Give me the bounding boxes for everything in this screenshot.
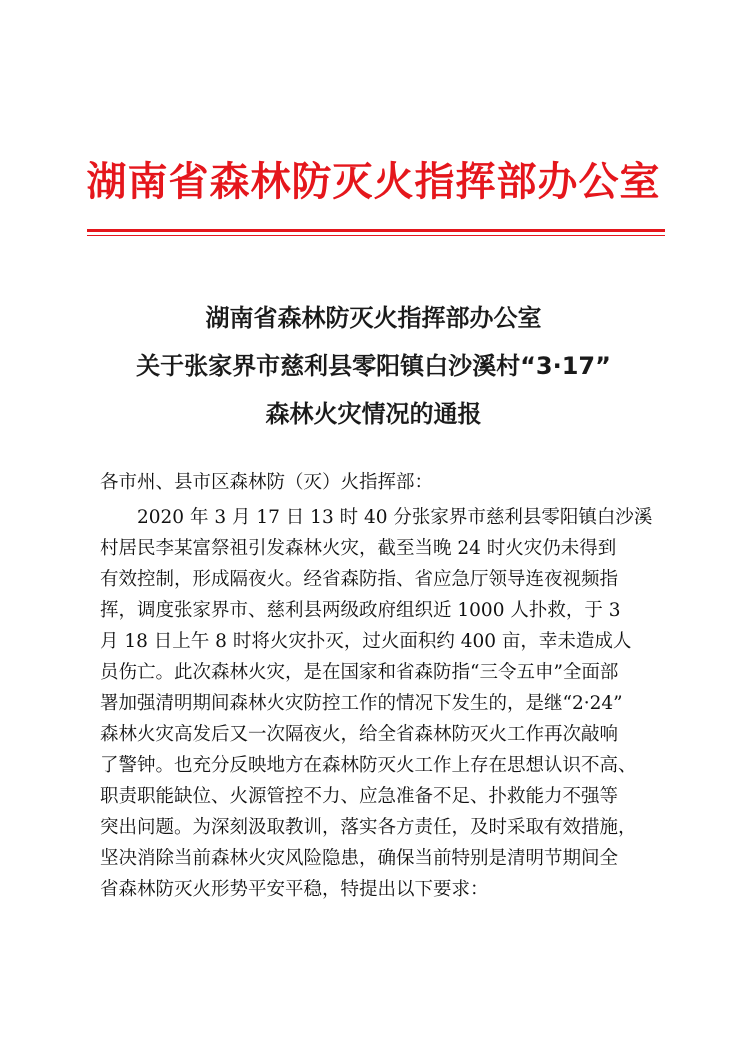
body-line: 有效控制，形成隔夜火。经省森防指、省应急厅领导连夜视频指 — [100, 569, 619, 590]
body-line: 月 18 日上午 8 时将火灾扑灭，过火面积约 400 亩，幸未造成人 — [100, 631, 632, 652]
body-paragraph — [100, 502, 660, 905]
body-line: 了警钟。也充分反映地方在森林防灭火工作上存在思想认识不高、 — [100, 755, 637, 776]
header-divider-thin — [87, 235, 665, 236]
body-line: 村居民李某富祭祖引发森林火灾，截至当晚 24 时火灾仍未得到 — [100, 538, 617, 559]
title-line: 湖南省森林防灭火指挥部办公室 — [205, 304, 542, 332]
body-line: 坚决消除当前森林火灾风险隐患，确保当前特别是清明节期间全 — [100, 848, 619, 869]
title-line: 关于张家界市慈利县零阳镇白沙溪村“3·17” — [136, 352, 611, 380]
body-line: 职责职能缺位、火源管控不力、应急准备不足、扑救能力不强等 — [100, 786, 619, 807]
body-line: 森林火灾高发后又一次隔夜火，给全省森林防灭火工作再次敲响 — [100, 724, 619, 745]
body-line: 挥，调度张家界市、慈利县两级政府组织近 1000 人扑救，于 3 — [100, 600, 621, 621]
body-line: 省森林防灭火形势平安平稳，特提出以下要求： — [100, 879, 489, 900]
document-header-org-name: 湖南省森林防灭火指挥部办公室 — [86, 159, 661, 205]
document-title — [0, 294, 747, 438]
body-line: 员伤亡。此次森林火灾，是在国家和省森防指“三令五申”全面部 — [100, 662, 619, 683]
title-line: 森林火灾情况的通报 — [265, 400, 482, 428]
body-line: 署加强清明期间森林火灾防控工作的情况下发生的，是继“2·24” — [100, 693, 623, 714]
salutation: 各市州、县市区森林防（灭）火指挥部： — [100, 472, 434, 493]
header-divider-thick — [87, 229, 665, 232]
body-line: 2020 年 3 月 17 日 13 时 40 分张家界市慈利县零阳镇白沙溪 — [100, 507, 653, 528]
body-line: 突出问题。为深刻汲取教训，落实各方责任，及时采取有效措施， — [100, 817, 637, 838]
